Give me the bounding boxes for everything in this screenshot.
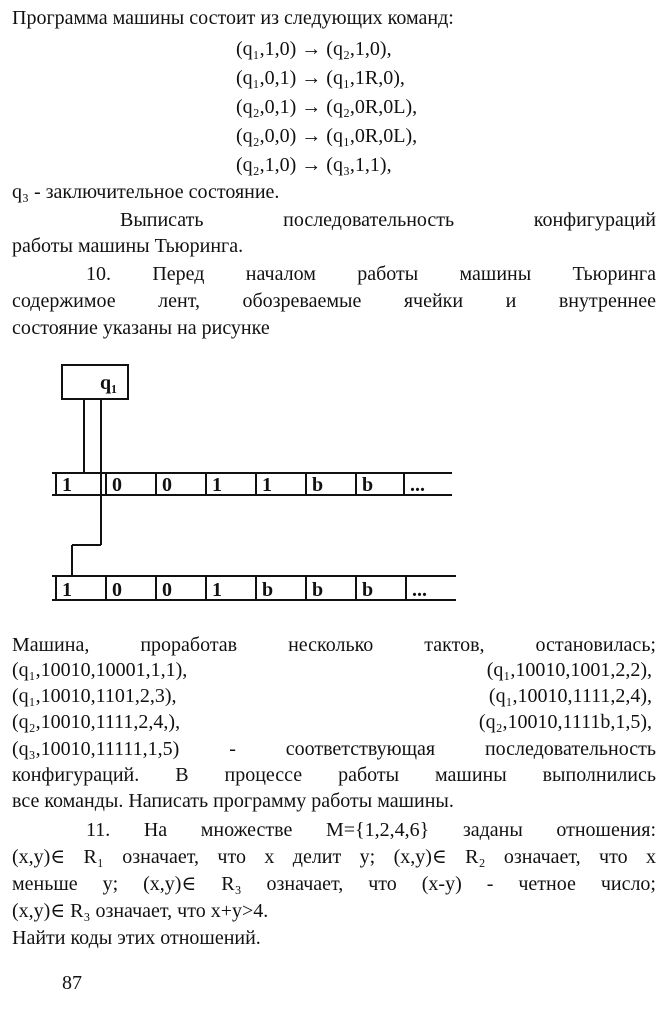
state-label: q₁ bbox=[100, 372, 118, 394]
page-number: 87 bbox=[62, 972, 82, 994]
tape2-cell-symbol: ... bbox=[412, 579, 427, 601]
problem-10-line-2: содержимое лент, обозреваемые ячейки и внутреннее bbox=[12, 290, 656, 312]
halt-line: Машина, проработав несколько тактов, остановилась; bbox=[12, 634, 656, 656]
tape2-cell-symbol: b bbox=[312, 579, 324, 601]
command-2: (q₁,0,1) → (q₁,1R,0), bbox=[236, 67, 405, 89]
tape1-cell-symbol: 0 bbox=[112, 474, 122, 496]
config-2-right: (q₁,10010,1111,2,4), bbox=[488, 685, 652, 707]
command-1: (q₁,1,0) → (q₂,1,0), bbox=[236, 38, 392, 60]
program-intro: Программа машины состоит из следующих команд: bbox=[12, 7, 454, 29]
after-configs-line-2: все команды. Написать программу работы машины. bbox=[12, 790, 454, 812]
task-line-1: Выписать последовательность конфигураций bbox=[120, 209, 656, 231]
tape1-cell-symbol: 1 bbox=[262, 474, 272, 496]
tape1-cell-symbol: ... bbox=[410, 474, 425, 496]
problem-11-line-4: (x,y)∈ R₃ означает, что x+y>4. bbox=[12, 900, 269, 922]
command-4: (q₂,0,0) → (q₁,0R,0L), bbox=[236, 125, 418, 147]
command-5: (q₂,1,0) → (q₃,1,1), bbox=[236, 154, 392, 176]
tape2-cell-symbol: b bbox=[262, 579, 274, 601]
final-state-line: q₃ - заключительное состояние. bbox=[12, 181, 280, 203]
config-3-right: (q₂,10010,1111b,1,5), bbox=[478, 711, 652, 733]
problem-11-line-3: меньше y; (x,y)∈ R₃ означает, что (x-y) - четное число; bbox=[12, 873, 656, 895]
tape2-cell-symbol: 0 bbox=[162, 579, 172, 601]
tape2-cell-symbol: 1 bbox=[62, 579, 72, 601]
config-last-line: (q₃,10010,11111,1,5) - соответствующая последовательность bbox=[12, 738, 656, 760]
tape1-cell-symbol: 1 bbox=[62, 474, 72, 496]
tape1-cell-symbol: 1 bbox=[212, 474, 222, 496]
config-2-left: (q₁,10010,1101,2,3), bbox=[12, 685, 177, 707]
tape1-cell-symbol: b bbox=[362, 474, 374, 496]
config-3-left: (q₂,10010,1111,2,4,), bbox=[12, 711, 181, 733]
command-3: (q₂,0,1) → (q₂,0R,0L), bbox=[236, 96, 418, 118]
problem-11-line-5: Найти коды этих отношений. bbox=[12, 927, 261, 949]
problem-10-line-3: состояние указаны на рисунке bbox=[12, 317, 270, 339]
turing-machine-figure bbox=[0, 355, 672, 615]
task-line-2: работы машины Тьюринга. bbox=[12, 235, 244, 257]
tape-1 bbox=[52, 473, 452, 496]
tape1-cell-symbol: 0 bbox=[162, 474, 172, 496]
state-box bbox=[62, 365, 128, 399]
tape2-cell-symbol: 0 bbox=[112, 579, 122, 601]
after-configs-line-1: конфигураций. В процессе работы машины выполнились bbox=[12, 764, 656, 786]
problem-11-line-2: (x,y)∈ R₁ означает, что x делит y; (x,y)∈ R₂ означает, что x bbox=[12, 846, 656, 868]
config-1-right: (q₁,10010,1001,2,2), bbox=[486, 659, 652, 681]
tape2-cell-symbol: 1 bbox=[212, 579, 222, 601]
tape1-cell-symbol: b bbox=[312, 474, 324, 496]
tape2-cell-symbol: b bbox=[362, 579, 374, 601]
problem-11-line-1: 11. На множестве M={1,2,4,6} заданы отношения: bbox=[86, 819, 656, 841]
problem-10-line-1: 10. Перед началом работы машины Тьюринга bbox=[86, 263, 656, 285]
config-1-left: (q₁,10010,10001,1,1), bbox=[12, 659, 188, 681]
tape-2 bbox=[52, 576, 456, 601]
